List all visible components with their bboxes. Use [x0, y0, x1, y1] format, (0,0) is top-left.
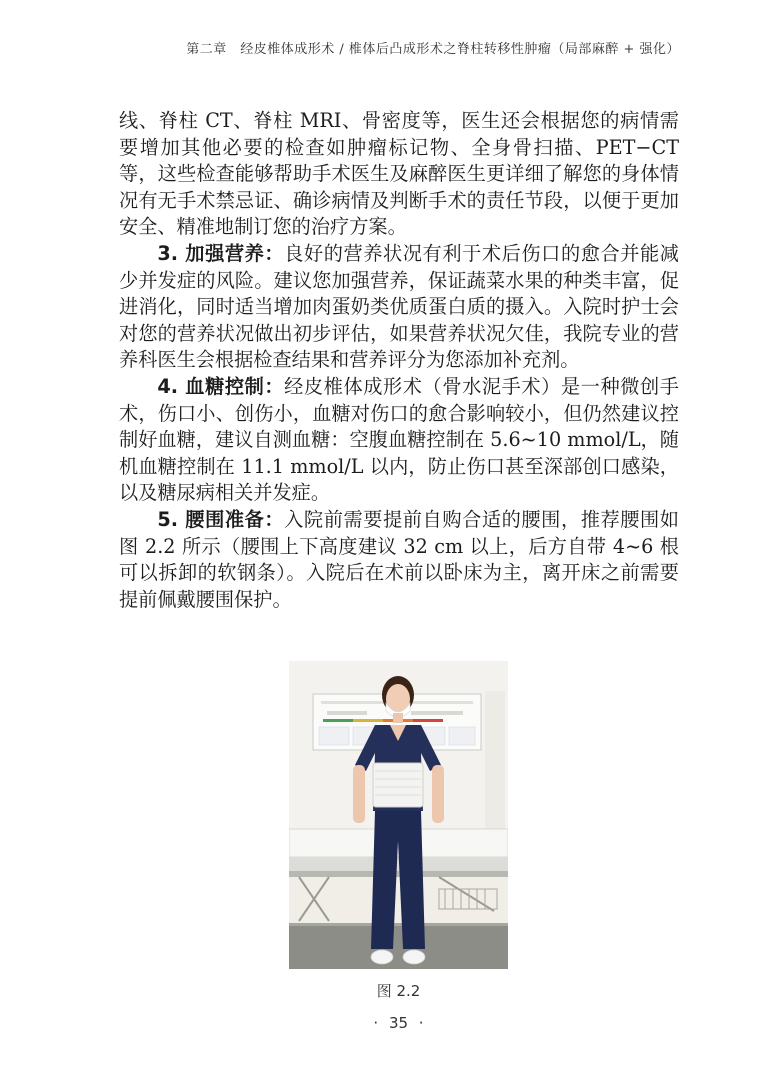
paragraph-heading: 4. 血糖控制： [157, 374, 285, 398]
photo-illustration [289, 661, 508, 969]
figure-caption: 图 2.2 [376, 982, 421, 1000]
paragraph-heading: 5. 腰围准备： [157, 507, 285, 531]
paragraph-heading: 3. 加强营养： [157, 241, 285, 265]
figure-photo-waist-brace [289, 661, 508, 969]
paragraph-text: 经皮椎体成形术（骨水泥手术）是一种微创手术，伤口小、创伤小，血糖对伤口的愈合影响较小，但仍然建议控制好血糖，建议自测血糖：空腹血糖控制在 5.6~10 mmol/L，随机血糖控制在 11.1 mmol/L 以内，防止伤口甚至深部创口感染，以及糖尿病相关并发症。 [119, 374, 679, 505]
body-text [119, 108, 679, 613]
paragraph-exam-continued [119, 108, 679, 241]
paragraph-waist-brace [119, 507, 679, 613]
page-number: · 35 · [373, 1014, 424, 1032]
paragraph-text: 入院前需要提前自购合适的腰围，推荐腰围如图 2.2 所示（腰围上下高度建议 32 cm 以上，后方自带 4~6 根可以拆卸的软钢条）。入院后在术前以卧床为主，离开床之前需要提前佩戴腰围保护。 [119, 507, 679, 611]
paragraph-text: 线、脊柱 CT、脊柱 MRI、骨密度等，医生还会根据您的病情需要增加其他必要的检查如肿瘤标记物、全身骨扫描、PET−CT 等，这些检查能够帮助手术医生及麻醉医生更详细了解您的身体情况有无手术禁忌证、确诊病情及判断手术的责任节段，以便于更加安全、精准地制订您的治疗方案。 [119, 109, 679, 239]
running-header: 第二章 经皮椎体成形术 / 椎体后凸成形术之脊柱转移性肿瘤（局部麻醉 + 强化） [186, 42, 680, 57]
paragraph-nutrition [119, 241, 679, 374]
paragraph-text: 良好的营养状况有利于术后伤口的愈合并能减少并发症的风险。建议您加强营养，保证蔬菜水果的种类丰富，促进消化，同时适当增加肉蛋奶类优质蛋白质的摄入。入院时护士会对您的营养状况做出初步评估，如果营养状况欠佳，我院专业的营养科医生会根据检查结果和营养评分为您添加补充剂。 [119, 241, 679, 372]
paragraph-blood-sugar [119, 374, 679, 507]
